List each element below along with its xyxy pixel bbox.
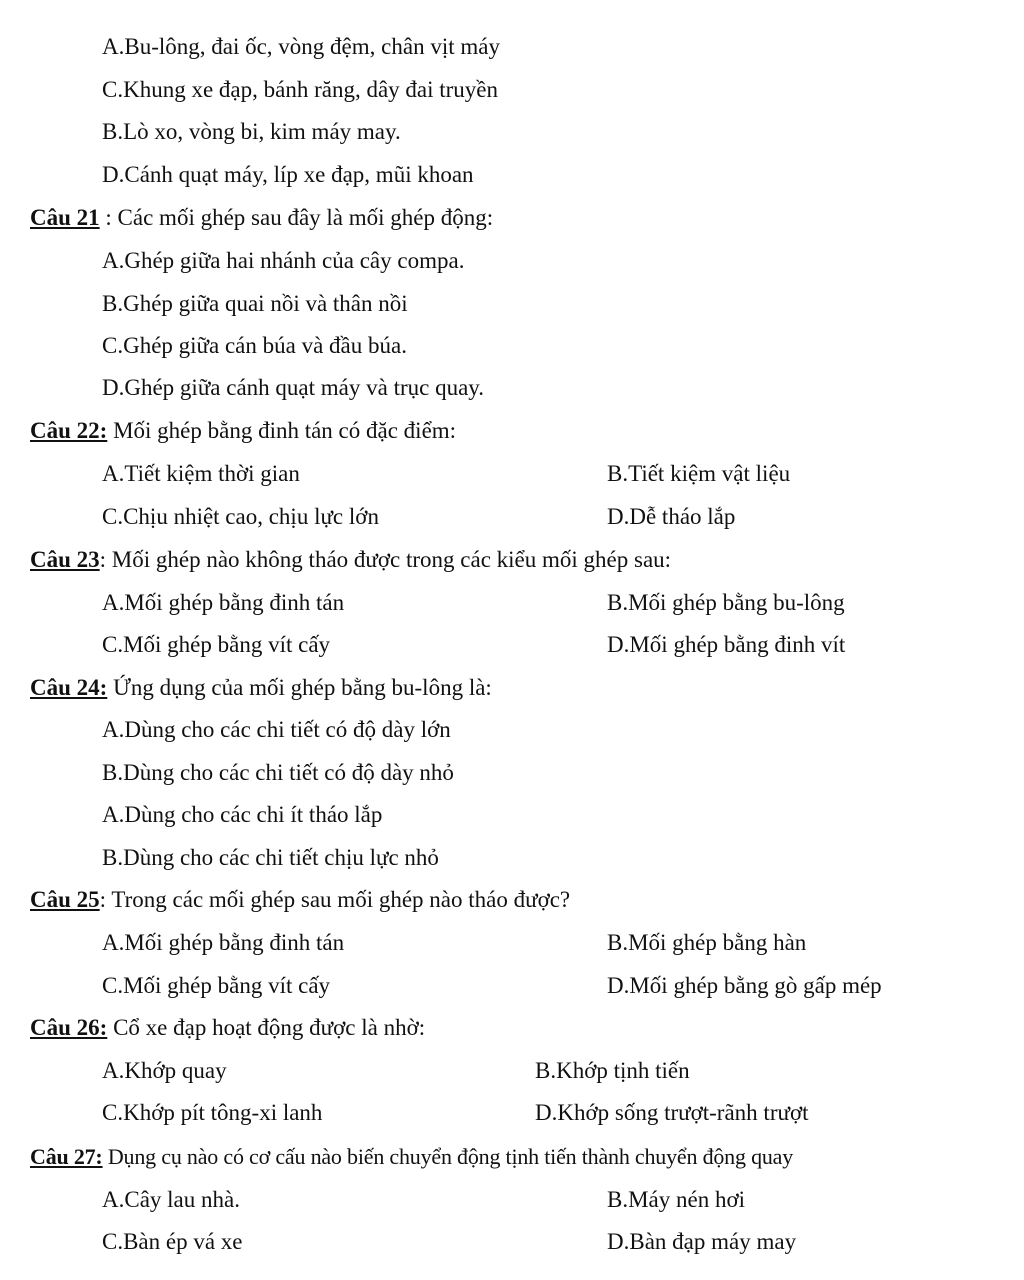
option-a: A.Khớp quay <box>102 1058 227 1083</box>
option-b: B.Máy nén hơi <box>607 1187 746 1212</box>
option-b: B.Lò xo, vòng bi, kim máy may. <box>102 119 401 144</box>
option-b: B.Ghép giữa quai nồi và thân nồi <box>102 291 408 316</box>
option-b: B.Tiết kiệm vật liệu <box>607 461 791 486</box>
option-a: A.Bu-lông, đai ốc, vòng đệm, chân vịt máy <box>102 34 500 59</box>
option-d: D.Bàn đạp máy may <box>607 1229 797 1254</box>
option-a: A.Mối ghép bằng đinh tán <box>102 590 345 615</box>
question-label: Câu 23 <box>30 547 100 572</box>
question-text: Mối ghép bằng đinh tán có đặc điểm: <box>107 418 457 443</box>
option-c: C.Mối ghép bằng vít cấy <box>102 973 331 998</box>
option-a: A.Mối ghép bằng đinh tán <box>102 930 345 955</box>
option-c: C.Chịu nhiệt cao, chịu lực lớn <box>102 504 379 529</box>
option-a: A.Dùng cho các chi ít tháo lắp <box>102 802 383 827</box>
option-d: D.Khớp sống trượt-rãnh trượt <box>535 1100 809 1125</box>
question-label: Câu 22: <box>30 418 108 443</box>
option-c: C.Ghép giữa cán búa và đầu búa. <box>102 333 407 358</box>
option-d: D.Mối ghép bằng đinh vít <box>607 632 846 657</box>
option-a: A.Tiết kiệm thời gian <box>102 461 300 486</box>
question-label: Câu 26: <box>30 1015 108 1040</box>
question-text: Cổ xe đạp hoạt động được là nhờ: <box>107 1015 426 1040</box>
question-text: Ứng dụng của mối ghép bằng bu-lông là: <box>107 675 492 700</box>
question-text: Dụng cụ nào có cơ cấu nào biến chuyển động tịnh tiến thành chuyển động quay <box>102 1144 794 1169</box>
option-d: D.Cánh quạt máy, líp xe đạp, mũi khoan <box>102 162 474 187</box>
question-label: Câu 24: <box>30 675 108 700</box>
option-b: B.Mối ghép bằng bu-lông <box>607 590 845 615</box>
option-c: C.Khớp pít tông-xi lanh <box>102 1100 323 1125</box>
question-label: Câu 21 <box>30 205 100 230</box>
option-b: B.Khớp tịnh tiến <box>535 1058 690 1083</box>
option-c: C.Bàn ép vá xe <box>102 1229 243 1254</box>
option-c: C.Mối ghép bằng vít cấy <box>102 632 331 657</box>
question-label: Câu 25 <box>30 887 100 912</box>
question-text: : Mối ghép nào không tháo được trong các kiểu mối ghép sau: <box>99 547 672 572</box>
option-d: D.Mối ghép bằng gò gấp mép <box>607 973 882 998</box>
option-b: B.Dùng cho các chi tiết chịu lực nhỏ <box>102 845 439 870</box>
option-b: B.Mối ghép bằng hàn <box>607 930 807 955</box>
option-d: D.Ghép giữa cánh quạt máy và trục quay. <box>102 375 485 400</box>
option-d: D.Dễ tháo lắp <box>607 504 736 529</box>
option-a: A.Ghép giữa hai nhánh của cây compa. <box>102 248 465 273</box>
question-text: : Các mối ghép sau đây là mối ghép động: <box>99 205 494 230</box>
question-label: Câu 27: <box>30 1144 103 1169</box>
option-b: B.Dùng cho các chi tiết có độ dày nhỏ <box>102 760 454 785</box>
option-a: A.Dùng cho các chi tiết có độ dày lớn <box>102 717 451 742</box>
option-c: C.Khung xe đạp, bánh răng, dây đai truyền <box>102 77 499 102</box>
question-text: : Trong các mối ghép sau mối ghép nào tháo được? <box>99 887 571 912</box>
option-a: A.Cây lau nhà. <box>102 1187 240 1212</box>
